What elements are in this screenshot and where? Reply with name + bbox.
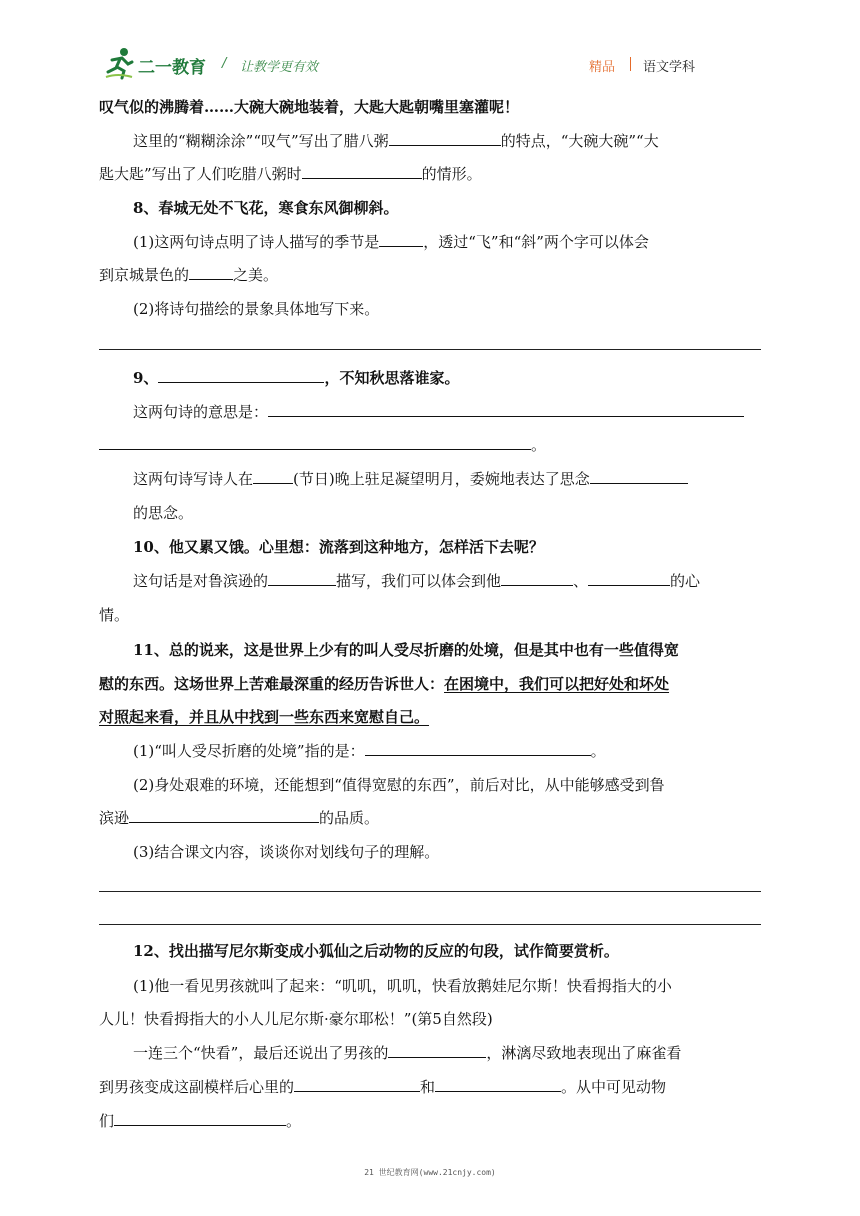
text: 们 [99, 1112, 115, 1130]
question-line: 人儿！快看拇指大的小人儿尼尔斯·豪尔耶松！”(第5自然段) [99, 1010, 493, 1028]
text: 这里的“糊糊涂涂”“叹气”写出了腊八粥 [133, 132, 389, 150]
question-line: (2)身处艰难的环境，还能想到“值得宽慰的东西”，前后对比，从中能够感受到鲁 [133, 776, 665, 794]
text: 慰的东西。这场世界上苦难最深重的经历告诉世人： [99, 675, 445, 693]
text: 匙大匙”写出了人们吃腊八粥时 [99, 165, 302, 183]
text: 这句话是对鲁滨逊的 [133, 572, 269, 590]
answer-blank [268, 571, 336, 586]
question-line: 的思念。 [133, 504, 194, 522]
text: 9、 [133, 369, 159, 387]
answer-blank [365, 741, 591, 756]
question-title: 8、春城无处不飞花，寒食东风御柳斜。 [133, 199, 399, 217]
text: 的品质。 [319, 809, 380, 827]
answer-blank [588, 571, 670, 586]
question-line [133, 469, 688, 489]
answer-blank [501, 571, 573, 586]
header-subject: 语文学科 [643, 60, 696, 75]
question-line: (1)他一看见男孩就叫了起来：“叽叽，叽叽，快看放鹅娃尼尔斯！快看拇指大的小 [133, 977, 672, 995]
question-line [133, 232, 649, 252]
header-slogan: 让教学更有效 [240, 60, 319, 75]
header-badge: 精品 [589, 60, 616, 75]
question-line [133, 741, 606, 761]
text: 。 [590, 742, 606, 760]
answer-blank [99, 435, 531, 450]
question-title: 11、总的说来，这是世界上少有的叫人受尽折磨的处境，但是其中也有一些值得宽 [133, 641, 679, 659]
text: 、 [573, 572, 589, 590]
text: 的心 [670, 572, 701, 590]
text: 。 [531, 436, 547, 454]
question-title: 12、找出描写尼尔斯变成小狐仙之后动物的反应的句段，试作简要赏析。 [133, 942, 619, 960]
text: 一连三个“快看”，最后还说出了男孩的 [133, 1044, 389, 1062]
text: (节日)晚上驻足凝望明月，委婉地表达了思念 [293, 470, 590, 488]
logo [104, 46, 134, 80]
text: 的特点，“大碗大碗”“大 [500, 132, 659, 150]
text-line: 叹气似的沸腾着……大碗大碗地装着，大匙大匙朝嘴里塞灌呢！ [99, 98, 520, 116]
answer-line [99, 349, 761, 350]
question-title [99, 674, 669, 694]
answer-blank [590, 469, 688, 484]
answer-line [99, 891, 761, 892]
text: 之美。 [233, 266, 279, 284]
text: 这两句诗写诗人在 [133, 470, 254, 488]
runner-logo-icon [104, 46, 134, 80]
question-line [133, 131, 659, 151]
underlined-sentence: 在困境中，我们可以把好处和坏处 [444, 675, 670, 693]
text: (1)“叫人受尽折磨的处境”指的是： [133, 742, 365, 760]
underlined-sentence: 对照起来看，并且从中找到一些东西来宽慰自己。 [99, 708, 430, 726]
page-footer: 21 世纪教育网(www.21cnjy.com) [364, 1168, 496, 1177]
question-line [99, 808, 379, 828]
answer-blank [389, 131, 501, 146]
text: ，淋漓尽致地表现出了麻雀看 [486, 1044, 682, 1062]
question-line [133, 571, 700, 591]
question-line: 情。 [99, 606, 130, 624]
question-line [99, 1111, 301, 1131]
answer-blank [114, 1111, 286, 1126]
answer-blank [158, 368, 324, 383]
answer-blank [379, 232, 423, 247]
answer-blank [189, 265, 233, 280]
logo-text: 二一教育 [138, 58, 206, 78]
answer-blank [435, 1077, 561, 1092]
question-line [99, 164, 482, 184]
question-line [99, 265, 278, 285]
question-title [133, 368, 459, 388]
text: 滨逊 [99, 809, 130, 827]
question-line [99, 1077, 666, 1097]
text: 和 [420, 1078, 436, 1096]
answer-blank [253, 469, 293, 484]
question-line [133, 402, 744, 422]
text: 到京城景色的 [99, 266, 190, 284]
answer-blank [294, 1077, 420, 1092]
text: 。从中可见动物 [561, 1078, 667, 1096]
question-line: (3)结合课文内容，谈谈你对划线句子的理解。 [133, 843, 440, 861]
answer-blank [302, 164, 422, 179]
text: (1)这两句诗点明了诗人描写的季节是 [133, 233, 380, 251]
text: 的情形。 [421, 165, 482, 183]
answer-blank [129, 808, 319, 823]
text: ，透过“飞”和“斜”两个字可以体会 [423, 233, 649, 251]
text: 描写，我们可以体会到他 [336, 572, 502, 590]
header-divider [630, 57, 631, 71]
answer-blank [388, 1043, 486, 1058]
question-line: (2)将诗句描绘的景象具体地写下来。 [133, 300, 380, 318]
question-line [133, 1043, 681, 1063]
text: 到男孩变成这副模样后心里的 [99, 1078, 295, 1096]
question-line [99, 435, 546, 455]
answer-line [99, 924, 761, 925]
text: ，不知秋思落谁家。 [324, 369, 460, 387]
question-title: 10、他又累又饿。心里想：流落到这种地方，怎样活下去呢？ [133, 538, 544, 556]
header-separator: / [222, 56, 227, 71]
text: 。 [286, 1112, 302, 1130]
text: 这两句诗的意思是： [133, 403, 269, 421]
answer-blank [268, 402, 744, 417]
